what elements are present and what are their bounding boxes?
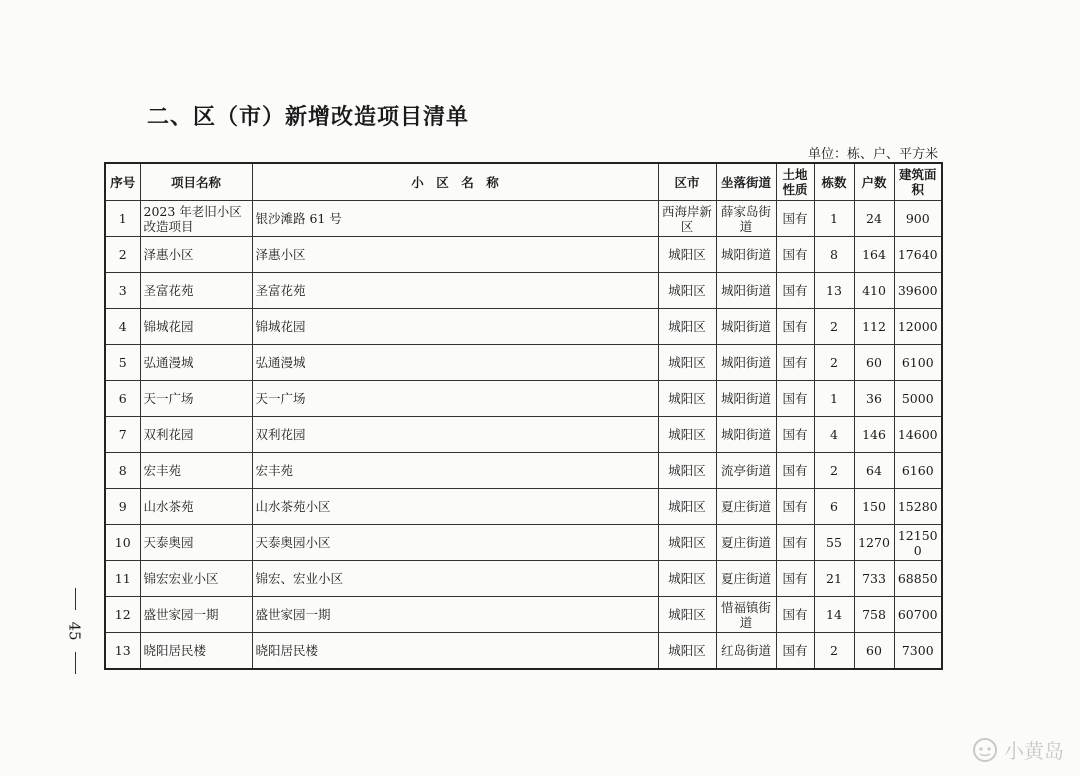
page-title: 二、区（市）新增改造项目清单 — [147, 105, 470, 130]
cell-community: 锦城花园 — [252, 309, 658, 345]
cell-area: 60700 — [894, 597, 942, 633]
cell-area: 6100 — [894, 345, 942, 381]
cell-district: 城阳区 — [658, 597, 716, 633]
cell-street: 城阳街道 — [716, 309, 776, 345]
cell-buildings: 21 — [814, 561, 854, 597]
cell-land: 国有 — [776, 417, 814, 453]
table-row — [105, 489, 942, 525]
cell-seq: 7 — [105, 417, 140, 453]
cell-project: 晓阳居民楼 — [140, 633, 252, 670]
cell-community: 圣富花苑 — [252, 273, 658, 309]
cell-area: 12000 — [894, 309, 942, 345]
cell-project: 锦城花园 — [140, 309, 252, 345]
cell-land: 国有 — [776, 489, 814, 525]
cell-project: 锦宏宏业小区 — [140, 561, 252, 597]
cell-seq: 13 — [105, 633, 140, 670]
cell-project: 盛世家园一期 — [140, 597, 252, 633]
cell-land: 国有 — [776, 237, 814, 273]
cell-street: 红岛街道 — [716, 633, 776, 670]
cell-project: 宏丰苑 — [140, 453, 252, 489]
cell-district: 城阳区 — [658, 309, 716, 345]
header-land: 土地性质 — [776, 163, 814, 201]
cell-project: 山水茶苑 — [140, 489, 252, 525]
cell-district: 城阳区 — [658, 381, 716, 417]
cell-land: 国有 — [776, 309, 814, 345]
header-area: 建筑面积 — [894, 163, 942, 201]
page-number — [60, 588, 90, 678]
header-community: 小 区 名 称 — [252, 163, 658, 201]
cell-households: 150 — [854, 489, 894, 525]
cell-land: 国有 — [776, 633, 814, 670]
header-buildings: 栋数 — [814, 163, 854, 201]
cell-households: 60 — [854, 345, 894, 381]
page-number-dash-bottom — [75, 652, 76, 674]
cell-district: 城阳区 — [658, 453, 716, 489]
cell-community: 宏丰苑 — [252, 453, 658, 489]
table-row — [105, 597, 942, 633]
table-row — [105, 417, 942, 453]
cell-district: 城阳区 — [658, 561, 716, 597]
cell-land: 国有 — [776, 453, 814, 489]
cell-households: 733 — [854, 561, 894, 597]
cell-households: 64 — [854, 453, 894, 489]
cell-street: 城阳街道 — [716, 381, 776, 417]
cell-project: 圣富花苑 — [140, 273, 252, 309]
header-district: 区市 — [658, 163, 716, 201]
page-number-text: 45 — [66, 621, 84, 641]
cell-district: 城阳区 — [658, 633, 716, 670]
cell-community: 银沙滩路 61 号 — [252, 201, 658, 237]
table-row — [105, 201, 942, 237]
cell-area: 14600 — [894, 417, 942, 453]
header-street: 坐落街道 — [716, 163, 776, 201]
header-households: 户数 — [854, 163, 894, 201]
cell-buildings: 2 — [814, 345, 854, 381]
project-table — [104, 162, 943, 670]
cell-community: 天一广场 — [252, 381, 658, 417]
cell-district: 城阳区 — [658, 237, 716, 273]
cell-community: 锦宏、宏业小区 — [252, 561, 658, 597]
unit-note: 单位：栋、户、平方米 — [807, 147, 938, 162]
cell-seq: 4 — [105, 309, 140, 345]
cell-households: 164 — [854, 237, 894, 273]
cell-households: 36 — [854, 381, 894, 417]
cell-households: 1270 — [854, 525, 894, 561]
cell-project: 弘通漫城 — [140, 345, 252, 381]
table-row — [105, 453, 942, 489]
watermark — [972, 735, 1064, 764]
table-row — [105, 273, 942, 309]
cell-street: 城阳街道 — [716, 345, 776, 381]
cell-community: 晓阳居民楼 — [252, 633, 658, 670]
cell-district: 城阳区 — [658, 417, 716, 453]
cell-community: 山水茶苑小区 — [252, 489, 658, 525]
cell-households: 24 — [854, 201, 894, 237]
cell-households: 112 — [854, 309, 894, 345]
cell-project: 2023 年老旧小区改造项目 — [140, 201, 252, 237]
cell-area: 121500 — [894, 525, 942, 561]
cell-land: 国有 — [776, 345, 814, 381]
cell-project: 泽惠小区 — [140, 237, 252, 273]
cell-seq: 9 — [105, 489, 140, 525]
cell-seq: 11 — [105, 561, 140, 597]
cell-seq: 1 — [105, 201, 140, 237]
cell-land: 国有 — [776, 201, 814, 237]
cell-buildings: 2 — [814, 453, 854, 489]
cell-street: 城阳街道 — [716, 273, 776, 309]
cell-households: 146 — [854, 417, 894, 453]
cell-district: 西海岸新区 — [658, 201, 716, 237]
table-row — [105, 309, 942, 345]
cell-district: 城阳区 — [658, 345, 716, 381]
cell-buildings: 2 — [814, 633, 854, 670]
cell-community: 泽惠小区 — [252, 237, 658, 273]
table-row — [105, 381, 942, 417]
cell-project: 天泰奥园 — [140, 525, 252, 561]
cell-district: 城阳区 — [658, 525, 716, 561]
cell-area: 900 — [894, 201, 942, 237]
chat-bubble-icon — [972, 737, 998, 763]
cell-community: 弘通漫城 — [252, 345, 658, 381]
watermark-text: 小黄岛 — [1004, 739, 1064, 763]
cell-seq: 5 — [105, 345, 140, 381]
cell-land: 国有 — [776, 273, 814, 309]
table-row — [105, 633, 942, 670]
cell-street: 夏庄街道 — [716, 489, 776, 525]
cell-buildings: 1 — [814, 381, 854, 417]
cell-seq: 3 — [105, 273, 140, 309]
cell-street: 惜福镇街道 — [716, 597, 776, 633]
cell-buildings: 4 — [814, 417, 854, 453]
cell-land: 国有 — [776, 381, 814, 417]
table-row — [105, 525, 942, 561]
cell-buildings: 8 — [814, 237, 854, 273]
cell-area: 17640 — [894, 237, 942, 273]
cell-buildings: 55 — [814, 525, 854, 561]
cell-street: 城阳街道 — [716, 417, 776, 453]
cell-area: 7300 — [894, 633, 942, 670]
cell-seq: 12 — [105, 597, 140, 633]
cell-buildings: 1 — [814, 201, 854, 237]
cell-street: 城阳街道 — [716, 237, 776, 273]
cell-area: 5000 — [894, 381, 942, 417]
cell-seq: 6 — [105, 381, 140, 417]
cell-buildings: 14 — [814, 597, 854, 633]
cell-land: 国有 — [776, 597, 814, 633]
cell-seq: 10 — [105, 525, 140, 561]
cell-area: 6160 — [894, 453, 942, 489]
cell-seq: 2 — [105, 237, 140, 273]
cell-area: 15280 — [894, 489, 942, 525]
cell-area: 68850 — [894, 561, 942, 597]
cell-community: 盛世家园一期 — [252, 597, 658, 633]
cell-district: 城阳区 — [658, 273, 716, 309]
table-row — [105, 237, 942, 273]
table-body — [105, 201, 942, 670]
table-header-row — [105, 163, 942, 201]
cell-street: 夏庄街道 — [716, 561, 776, 597]
header-seq: 序号 — [105, 163, 140, 201]
cell-community: 天泰奥园小区 — [252, 525, 658, 561]
page-number-dash-top — [75, 588, 76, 610]
cell-community: 双利花园 — [252, 417, 658, 453]
cell-street: 薛家岛街道 — [716, 201, 776, 237]
cell-land: 国有 — [776, 525, 814, 561]
cell-street: 流亭街道 — [716, 453, 776, 489]
table-row — [105, 345, 942, 381]
cell-households: 60 — [854, 633, 894, 670]
cell-project: 天一广场 — [140, 381, 252, 417]
table-row — [105, 561, 942, 597]
cell-buildings: 6 — [814, 489, 854, 525]
cell-buildings: 2 — [814, 309, 854, 345]
cell-land: 国有 — [776, 561, 814, 597]
cell-households: 410 — [854, 273, 894, 309]
cell-buildings: 13 — [814, 273, 854, 309]
cell-district: 城阳区 — [658, 489, 716, 525]
cell-seq: 8 — [105, 453, 140, 489]
header-project: 项目名称 — [140, 163, 252, 201]
cell-project: 双利花园 — [140, 417, 252, 453]
cell-street: 夏庄街道 — [716, 525, 776, 561]
cell-households: 758 — [854, 597, 894, 633]
cell-area: 39600 — [894, 273, 942, 309]
